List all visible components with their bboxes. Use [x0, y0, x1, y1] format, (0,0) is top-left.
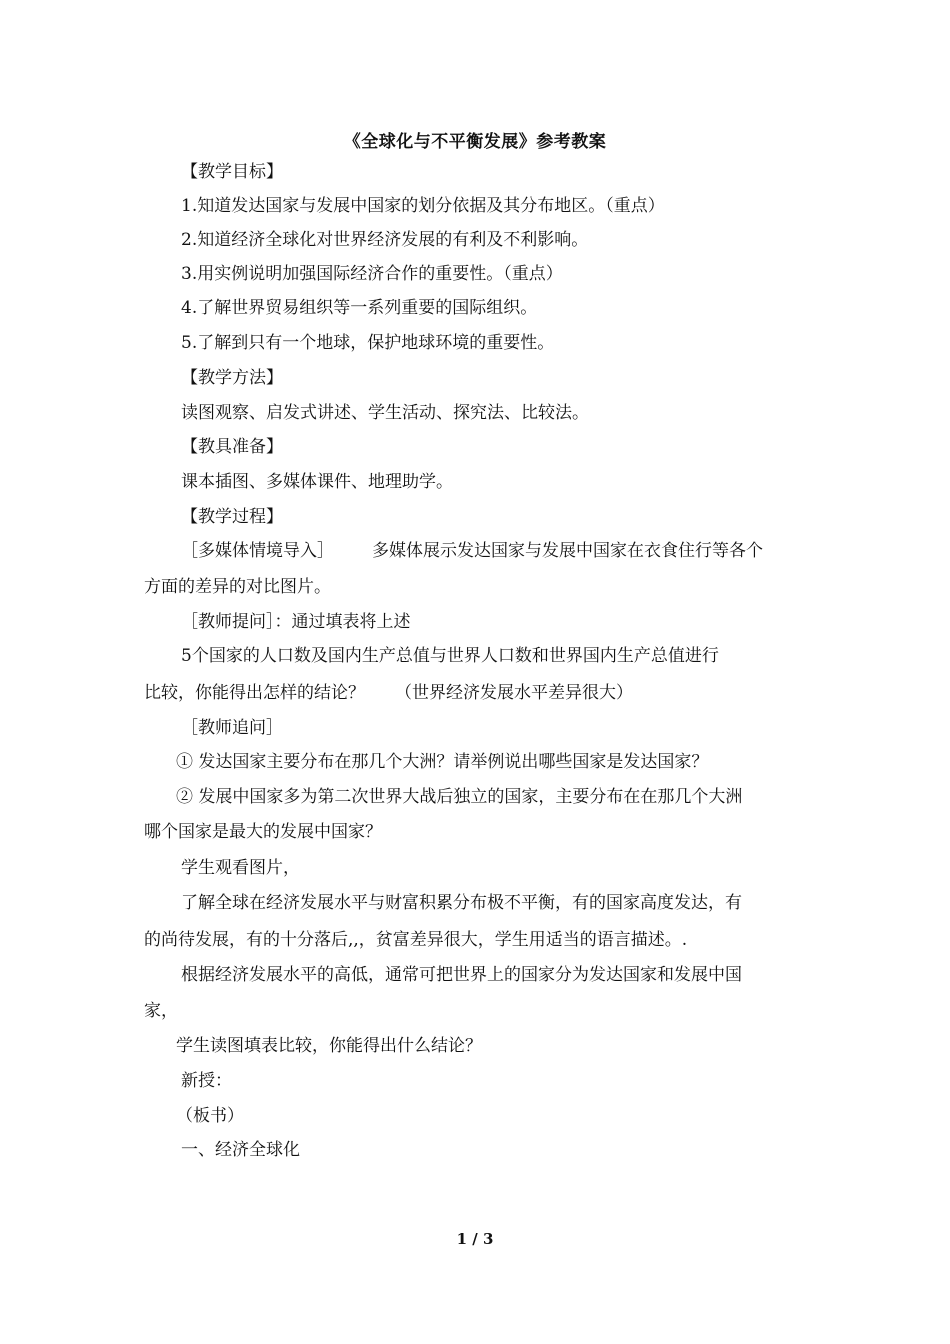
new-lesson-label: 新授： — [181, 1071, 232, 1091]
teacher-question-line: ［教师提问］：通过填表将上述 — [181, 612, 411, 632]
comparison-answer: （世界经济发展水平差异很大） — [395, 683, 633, 703]
process-paragraph-1-cont: 方面的差异的对比图片。 — [144, 577, 331, 597]
global-imbalance-line-cont: 的尚待发展，有的十分落后,,，贫富差异很大，学生用适当的语言描述。. — [144, 930, 688, 950]
followup-question-2: ② 发展中国家多为第二次世界大战后独立的国家，主要分布在在那几个大洲 — [176, 787, 743, 807]
classification-line: 根据经济发展水平的高低，通常可把世界上的国家分为发达国家和发展中国 — [181, 965, 742, 985]
comparison-line-cont — [144, 683, 633, 703]
objective-line-1: 1.知道发达国家与发展中国家的划分依据及其分布地区。（重点） — [181, 196, 665, 216]
process-paragraph-1 — [181, 541, 763, 561]
students-fill-table: 学生读图填表比较，你能得出什么结论？ — [176, 1036, 482, 1056]
section-heading-objectives: 【教学目标】 — [181, 162, 283, 182]
classification-line-cont: 家， — [144, 1001, 178, 1021]
section-heading-globalization: 一、经济全球化 — [181, 1140, 300, 1160]
section-heading-process: 【教学过程】 — [181, 507, 283, 527]
document-title: 《全球化与不平衡发展》参考教案 — [343, 132, 607, 152]
objective-line-4: 4.了解世界贸易组织等一系列重要的国际组织。 — [181, 298, 538, 318]
objective-line-3: 3.用实例说明加强国际经济合作的重要性。（重点） — [181, 264, 563, 284]
objective-line-2: 2.知道经济全球化对世界经济发展的有利及不利影响。 — [181, 230, 589, 250]
blackboard-label: （板书） — [176, 1106, 244, 1126]
comparison-question: 比较，你能得出怎样的结论？ — [144, 683, 365, 703]
teacher-followup-label: ［教师追问］ — [181, 718, 283, 738]
multimedia-intro-label: ［多媒体情境导入］ — [181, 541, 334, 561]
objective-line-5: 5.了解到只有一个地球，保护地球环境的重要性。 — [181, 333, 555, 353]
methods-text: 读图观察、启发式讲述、学生活动、探究法、比较法。 — [181, 403, 589, 423]
global-imbalance-line: 了解全球在经济发展水平与财富积累分布极不平衡，有的国家高度发达，有 — [181, 893, 742, 913]
comparison-line: 5个国家的人口数及国内生产总值与世界人口数和世界国内生产总值进行 — [181, 646, 719, 666]
section-heading-materials: 【教具准备】 — [181, 437, 283, 457]
followup-question-2-cont: 哪个国家是最大的发展中国家？ — [144, 822, 382, 842]
multimedia-intro-text: 多媒体展示发达国家与发展中国家在衣食住行等各个 — [372, 541, 763, 561]
students-view-images: 学生观看图片， — [181, 858, 300, 878]
section-heading-methods: 【教学方法】 — [181, 368, 283, 388]
page-number: 1 / 3 — [456, 1230, 494, 1248]
materials-text: 课本插图、多媒体课件、地理助学。 — [181, 472, 453, 492]
followup-question-1: ① 发达国家主要分布在那几个大洲？请举例说出哪些国家是发达国家？ — [176, 752, 709, 772]
